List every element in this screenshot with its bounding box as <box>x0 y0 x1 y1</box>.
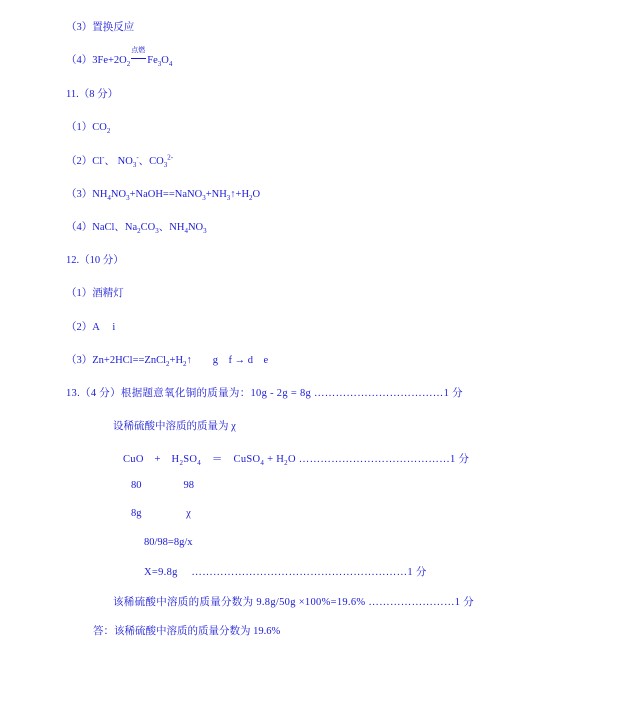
question-header: 12.（10 分） <box>66 255 124 266</box>
text: O <box>161 55 169 66</box>
superscript: - <box>102 153 105 162</box>
text: ↑ g f → d e <box>186 355 269 366</box>
subscript: 3 <box>163 161 168 170</box>
text: +H <box>169 355 184 366</box>
answer-line <box>66 188 260 202</box>
subscript: 3 <box>203 227 207 236</box>
answer-line <box>66 221 207 235</box>
solution-line: 80 98 <box>131 480 194 491</box>
answer-line: （2）A i <box>66 322 116 333</box>
answer-line <box>66 121 110 135</box>
text: （3）NH <box>66 189 108 200</box>
solution-line: 设稀硫酸中溶质的质量为 χ <box>113 421 236 432</box>
text: 、NH <box>158 222 185 233</box>
subscript: 4 <box>107 194 111 203</box>
text: NO <box>187 222 204 233</box>
answer-line: （1）酒精灯 <box>66 288 124 299</box>
text: O <box>252 189 261 200</box>
text: +NaOH==NaNO <box>129 189 203 200</box>
text: CO <box>140 222 156 233</box>
text: SO <box>183 454 198 465</box>
subscript: 4 <box>197 459 202 468</box>
text: （3）Zn+2HCl==ZnCl <box>66 355 167 366</box>
subscript: 3 <box>126 194 130 203</box>
text: （2）Cl <box>66 156 103 167</box>
text: （1）CO <box>66 122 107 133</box>
subscript: 2 <box>179 459 184 468</box>
final-answer: 答：该稀硫酸中溶质的质量分数为 19.6% <box>93 626 281 637</box>
answer-line: （3）置换反应 <box>66 22 135 33</box>
text: 、 NO <box>104 156 133 167</box>
equation-line <box>123 453 469 467</box>
subscript: 4 <box>184 227 188 236</box>
solution-line: 80/98=8g/x <box>144 537 193 548</box>
subscript: 3 <box>132 161 137 170</box>
reaction-condition: 点燃 <box>131 46 146 54</box>
answer-line <box>66 46 173 69</box>
subscript: 2 <box>284 459 288 468</box>
subscript: 4 <box>168 60 173 69</box>
text: 、CO <box>138 156 164 167</box>
text: ↑+H <box>230 189 250 200</box>
text: CuO + H <box>123 454 180 465</box>
subscript: 2 <box>249 194 253 203</box>
text: NO <box>110 189 127 200</box>
solution-line: X=9.8g ……………………………………………………1 分 <box>144 567 427 578</box>
superscript: 2- <box>167 153 174 162</box>
subscript: 3 <box>157 60 162 69</box>
text: （4）3Fe+2O <box>66 55 127 66</box>
subscript: 3 <box>226 194 231 203</box>
question-header: 13.（4 分）根据题意氧化铜的质量为：10g - 2g = 8g ………………………………1 分 <box>66 388 463 399</box>
subscript: 2 <box>126 60 131 69</box>
text: + H <box>264 454 285 465</box>
subscript: 4 <box>260 459 265 468</box>
question-header: 11.（8 分） <box>66 89 119 100</box>
answer-line <box>66 155 173 169</box>
solution-line: 该稀硫酸中溶质的质量分数为 9.8g/50g ×100%=19.6% ……………………1 分 <box>113 597 475 608</box>
solution-line: 8g χ <box>131 508 191 519</box>
superscript: - <box>136 153 139 162</box>
subscript: 3 <box>155 227 159 236</box>
text: ＝ CuSO <box>201 454 261 465</box>
answer-line <box>66 354 268 368</box>
text: Fe <box>147 55 158 66</box>
subscript: 3 <box>202 194 206 203</box>
subscript: 2 <box>137 227 141 236</box>
text: （4）NaCl、Na <box>66 222 138 233</box>
text: +NH <box>205 189 227 200</box>
subscript: 2 <box>106 127 111 136</box>
subscript: 2 <box>183 360 187 369</box>
text: O ……………………………………1 分 <box>287 454 470 465</box>
subscript: 2 <box>166 360 170 369</box>
